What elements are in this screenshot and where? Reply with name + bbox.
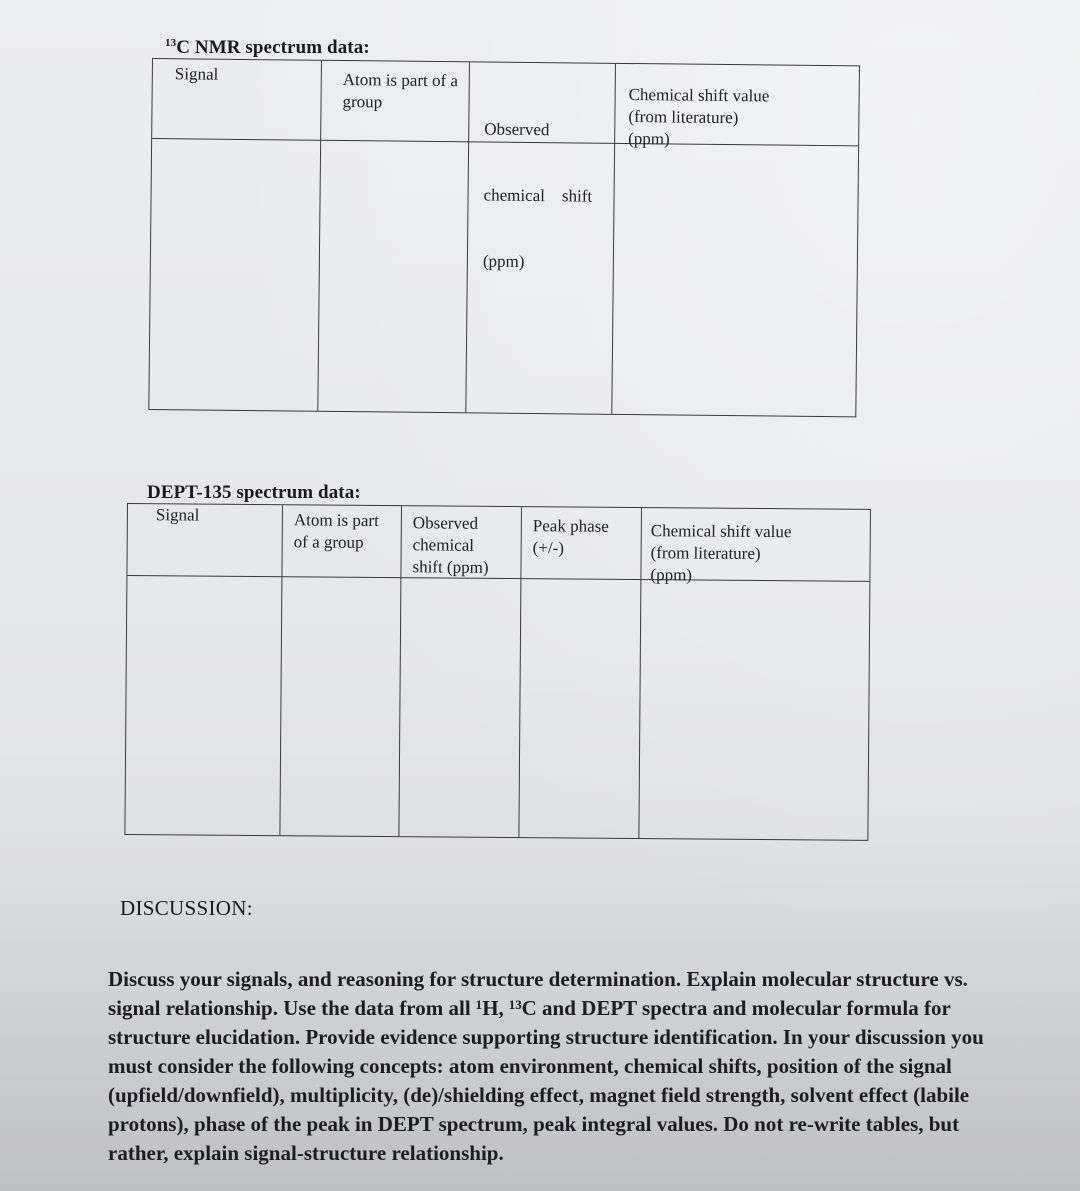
discussion-line: structure elucidation. Provide evidence supporting structure identification. In your discussion you [108,1025,984,1049]
header-line: Chemical shift value [628,84,770,106]
header-line: (ppm) [650,565,693,585]
header-line: Observed [412,513,479,533]
nmr13c-header-observed [482,74,593,317]
discussion-line: signal relationship. Use the data from all ¹H, ¹³C and DEPT spectra and molecular formula for [108,996,951,1020]
nmr13c-title-superscript: 13 [165,37,177,49]
header-line: Signal [174,64,219,84]
header-line: (from literature) [650,543,761,563]
header-line: group [342,91,383,112]
discussion-instructions [108,965,1043,1168]
header-line: Chemical shift value [650,521,792,542]
header-line: Atom is part [293,510,379,530]
header-line: (from literature) [628,106,739,128]
discussion-line: rather, explain signal-structure relationship. [108,1141,504,1165]
dept135-header-atom [294,509,379,554]
dept135-header-phase [533,515,609,560]
discussion-label: DISCUSSION: [120,896,253,920]
header-line: Atom is part of a [342,69,459,91]
header-line: chemical [412,535,475,555]
nmr13c-table [148,58,860,417]
header-line: (ppm) [628,128,670,149]
header-line: Observed [484,119,550,140]
header-line: Signal [155,505,200,525]
header-line: (ppm) [482,251,525,271]
dept135-header-observed [412,512,489,579]
discussion-line: protons), phase of the peak in DEPT spectrum, peak integral values. Do not re-write tables, but [108,1112,960,1136]
header-line: (+/-) [532,538,565,558]
discussion-line: Discuss your signals, and reasoning for structure determination. Explain molecular structure vs. [108,967,968,991]
discussion-line: (upfield/downfield), multiplicity, (de)/shielding effect, magnet field strength, solvent effect (labile [108,1083,970,1107]
header-line: Peak phase [532,516,609,536]
dept135-header-literature [650,520,791,587]
nmr13c-header-atom [342,69,458,114]
nmr13c-title-text: C NMR spectrum data: [176,37,370,58]
header-line: shift (ppm) [412,557,489,577]
dept135-table [124,503,871,841]
header-line: chemical shift [483,185,593,206]
nmr13c-title [165,37,370,59]
dept135-title: DEPT-135 spectrum data: [147,482,361,503]
nmr13c-header-literature [628,84,769,151]
discussion-line: must consider the following concepts: atom environment, chemical shifts, position of the signal [108,1054,952,1078]
nmr13c-header-signal [175,63,219,85]
dept135-header-signal [156,504,200,526]
header-line: of a group [293,532,364,552]
